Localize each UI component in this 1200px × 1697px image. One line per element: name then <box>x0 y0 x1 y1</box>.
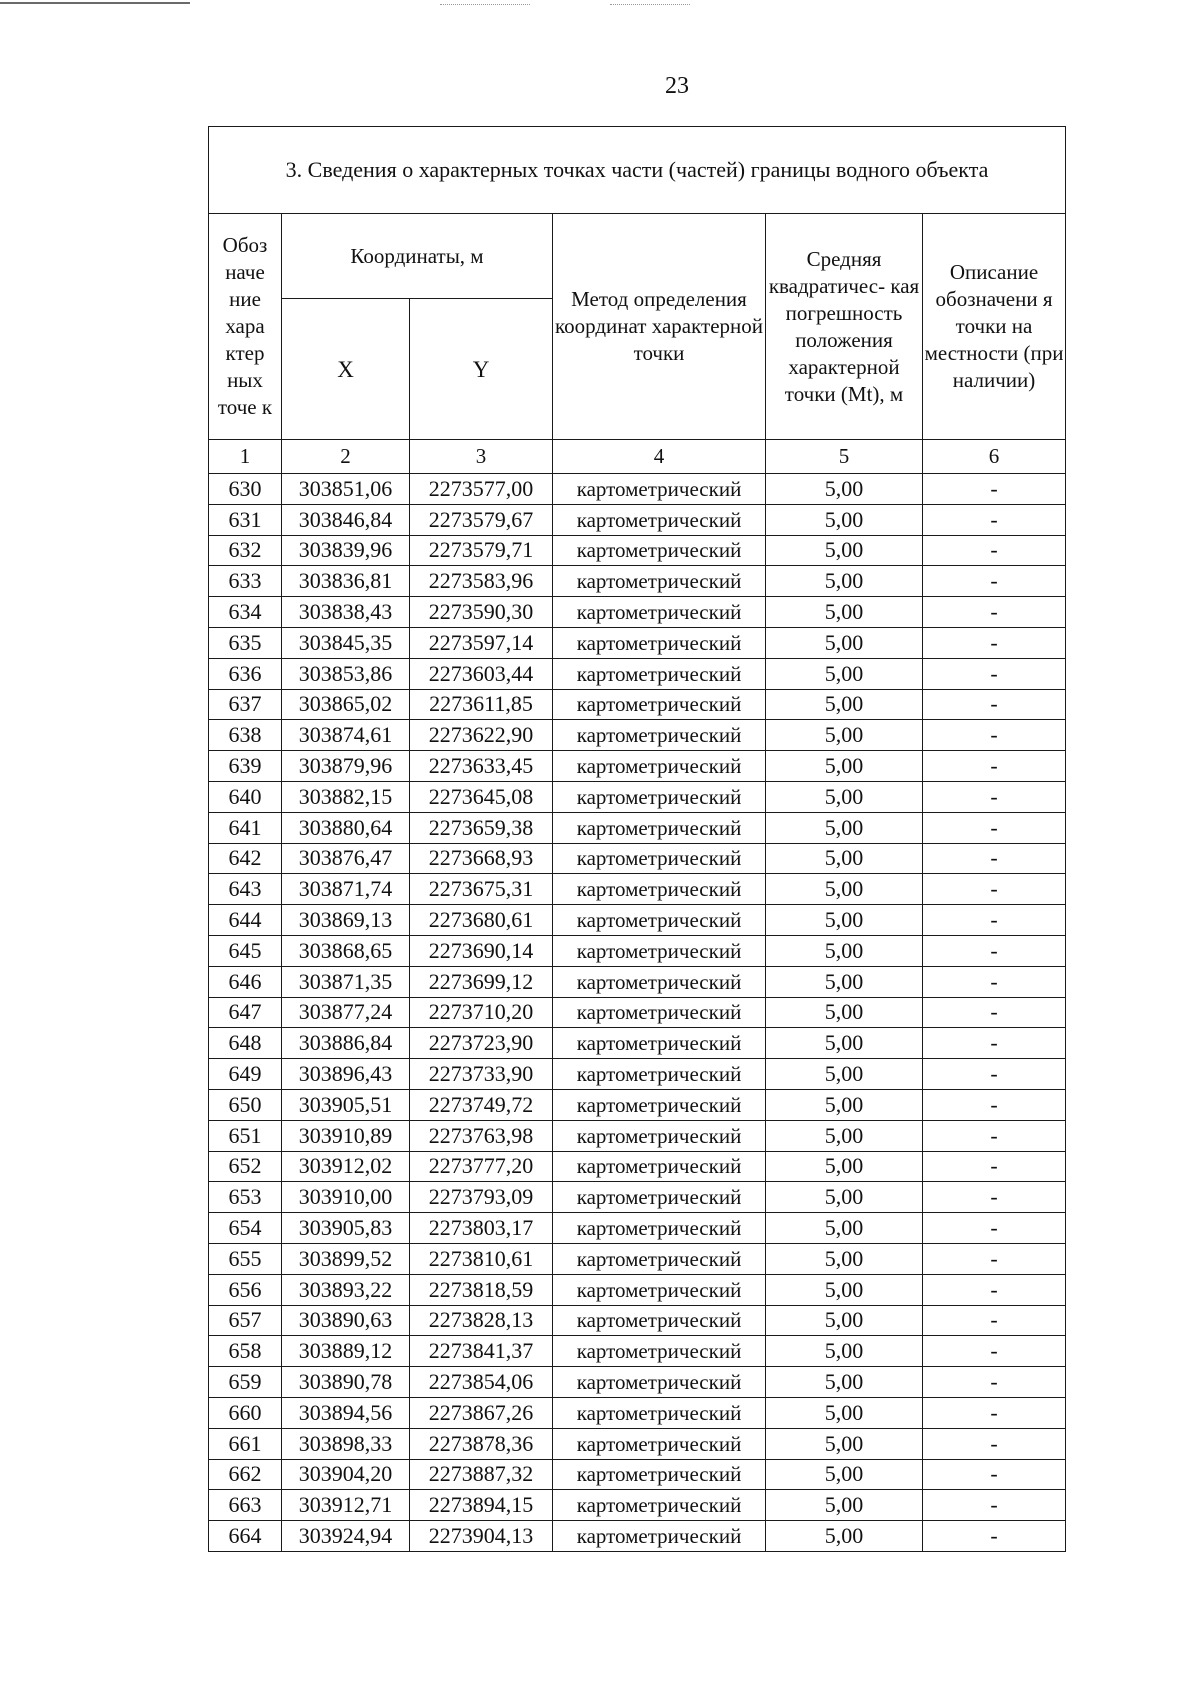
method-cell: картометрический <box>553 1336 766 1367</box>
point-number-cell: 649 <box>209 1059 282 1090</box>
method-cell: картометрический <box>553 781 766 812</box>
x-coordinate-cell: 303879,96 <box>282 751 410 782</box>
method-cell: картометрический <box>553 1397 766 1428</box>
method-cell: картометрический <box>553 935 766 966</box>
x-coordinate-cell: 303877,24 <box>282 997 410 1028</box>
scan-noise-mark <box>610 4 690 6</box>
table-row <box>209 812 1066 843</box>
column-number-row <box>209 440 1066 474</box>
method-cell: картометрический <box>553 905 766 936</box>
x-coordinate-cell: 303839,96 <box>282 535 410 566</box>
point-number-cell: 658 <box>209 1336 282 1367</box>
x-coordinate-cell: 303899,52 <box>282 1243 410 1274</box>
section-title: 3. Сведения о характерных точках части (частей) границы водного объекта <box>209 127 1066 214</box>
table-row <box>209 1490 1066 1521</box>
point-number-cell: 638 <box>209 720 282 751</box>
table-row <box>209 1182 1066 1213</box>
description-cell: - <box>923 843 1066 874</box>
point-number-cell: 657 <box>209 1305 282 1336</box>
point-number-cell: 643 <box>209 874 282 905</box>
header-y: Y <box>410 299 553 440</box>
x-coordinate-cell: 303836,81 <box>282 566 410 597</box>
x-coordinate-cell: 303890,78 <box>282 1367 410 1398</box>
description-cell: - <box>923 1151 1066 1182</box>
table-row <box>209 566 1066 597</box>
header-method: Метод определения координат характерной точки <box>553 214 766 440</box>
x-coordinate-cell: 303865,02 <box>282 689 410 720</box>
accuracy-cell: 5,00 <box>766 1182 923 1213</box>
method-cell: картометрический <box>553 1459 766 1490</box>
point-number-cell: 639 <box>209 751 282 782</box>
point-number-cell: 661 <box>209 1428 282 1459</box>
x-coordinate-cell: 303846,84 <box>282 504 410 535</box>
header-accuracy: Средняя квадратичес- кая погрешность положения характерной точки (Mt), м <box>766 214 923 440</box>
x-coordinate-cell: 303889,12 <box>282 1336 410 1367</box>
y-coordinate-cell: 2273803,17 <box>410 1213 553 1244</box>
description-cell: - <box>923 566 1066 597</box>
description-cell: - <box>923 689 1066 720</box>
accuracy-cell: 5,00 <box>766 1428 923 1459</box>
x-coordinate-cell: 303912,71 <box>282 1490 410 1521</box>
table-body <box>209 474 1066 1552</box>
y-coordinate-cell: 2273904,13 <box>410 1521 553 1552</box>
method-cell: картометрический <box>553 812 766 843</box>
description-cell: - <box>923 812 1066 843</box>
description-cell: - <box>923 781 1066 812</box>
table-row <box>209 720 1066 751</box>
table-row <box>209 1397 1066 1428</box>
y-coordinate-cell: 2273579,67 <box>410 504 553 535</box>
table-row <box>209 1243 1066 1274</box>
description-cell: - <box>923 1120 1066 1151</box>
y-coordinate-cell: 2273668,93 <box>410 843 553 874</box>
y-coordinate-cell: 2273590,30 <box>410 597 553 628</box>
accuracy-cell: 5,00 <box>766 1151 923 1182</box>
point-number-cell: 646 <box>209 966 282 997</box>
x-coordinate-cell: 303910,89 <box>282 1120 410 1151</box>
x-coordinate-cell: 303924,94 <box>282 1521 410 1552</box>
method-cell: картометрический <box>553 658 766 689</box>
method-cell: картометрический <box>553 1182 766 1213</box>
description-cell: - <box>923 1521 1066 1552</box>
x-coordinate-cell: 303896,43 <box>282 1059 410 1090</box>
x-coordinate-cell: 303912,02 <box>282 1151 410 1182</box>
description-cell: - <box>923 997 1066 1028</box>
y-coordinate-cell: 2273659,38 <box>410 812 553 843</box>
y-coordinate-cell: 2273675,31 <box>410 874 553 905</box>
accuracy-cell: 5,00 <box>766 1490 923 1521</box>
y-coordinate-cell: 2273894,15 <box>410 1490 553 1521</box>
accuracy-cell: 5,00 <box>766 658 923 689</box>
accuracy-cell: 5,00 <box>766 597 923 628</box>
method-cell: картометрический <box>553 1120 766 1151</box>
description-cell: - <box>923 1028 1066 1059</box>
table-row <box>209 1521 1066 1552</box>
table-row <box>209 1305 1066 1336</box>
x-coordinate-cell: 303869,13 <box>282 905 410 936</box>
table-row <box>209 1151 1066 1182</box>
x-coordinate-cell: 303868,65 <box>282 935 410 966</box>
accuracy-cell: 5,00 <box>766 1028 923 1059</box>
accuracy-cell: 5,00 <box>766 874 923 905</box>
point-number-cell: 634 <box>209 597 282 628</box>
table-row <box>209 1089 1066 1120</box>
accuracy-cell: 5,00 <box>766 843 923 874</box>
description-cell: - <box>923 1397 1066 1428</box>
point-number-cell: 660 <box>209 1397 282 1428</box>
point-number-cell: 648 <box>209 1028 282 1059</box>
table-row <box>209 1213 1066 1244</box>
scan-edge-line <box>0 2 190 4</box>
x-coordinate-cell: 303886,84 <box>282 1028 410 1059</box>
accuracy-cell: 5,00 <box>766 720 923 751</box>
column-number: 3 <box>410 440 553 474</box>
y-coordinate-cell: 2273887,32 <box>410 1459 553 1490</box>
method-cell: картометрический <box>553 843 766 874</box>
y-coordinate-cell: 2273603,44 <box>410 658 553 689</box>
description-cell: - <box>923 905 1066 936</box>
accuracy-cell: 5,00 <box>766 1367 923 1398</box>
method-cell: картометрический <box>553 1059 766 1090</box>
method-cell: картометрический <box>553 1274 766 1305</box>
table-row <box>209 597 1066 628</box>
description-cell: - <box>923 535 1066 566</box>
method-cell: картометрический <box>553 535 766 566</box>
method-cell: картометрический <box>553 720 766 751</box>
method-cell: картометрический <box>553 627 766 658</box>
accuracy-cell: 5,00 <box>766 1521 923 1552</box>
description-cell: - <box>923 1243 1066 1274</box>
x-coordinate-cell: 303871,35 <box>282 966 410 997</box>
table-row <box>209 751 1066 782</box>
table-row <box>209 905 1066 936</box>
y-coordinate-cell: 2273793,09 <box>410 1182 553 1213</box>
table-row <box>209 1028 1066 1059</box>
accuracy-cell: 5,00 <box>766 1274 923 1305</box>
x-coordinate-cell: 303851,06 <box>282 474 410 505</box>
y-coordinate-cell: 2273579,71 <box>410 535 553 566</box>
method-cell: картометрический <box>553 751 766 782</box>
table-row <box>209 1336 1066 1367</box>
method-cell: картометрический <box>553 1305 766 1336</box>
y-coordinate-cell: 2273777,20 <box>410 1151 553 1182</box>
description-cell: - <box>923 751 1066 782</box>
description-cell: - <box>923 935 1066 966</box>
header-coordinates: Координаты, м <box>282 214 553 299</box>
point-number-cell: 662 <box>209 1459 282 1490</box>
x-coordinate-cell: 303871,74 <box>282 874 410 905</box>
y-coordinate-cell: 2273818,59 <box>410 1274 553 1305</box>
accuracy-cell: 5,00 <box>766 812 923 843</box>
method-cell: картометрический <box>553 997 766 1028</box>
point-number-cell: 641 <box>209 812 282 843</box>
accuracy-cell: 5,00 <box>766 504 923 535</box>
x-coordinate-cell: 303838,43 <box>282 597 410 628</box>
accuracy-cell: 5,00 <box>766 935 923 966</box>
point-number-cell: 633 <box>209 566 282 597</box>
description-cell: - <box>923 627 1066 658</box>
accuracy-cell: 5,00 <box>766 1089 923 1120</box>
y-coordinate-cell: 2273828,13 <box>410 1305 553 1336</box>
x-coordinate-cell: 303845,35 <box>282 627 410 658</box>
table-row <box>209 658 1066 689</box>
point-number-cell: 631 <box>209 504 282 535</box>
description-cell: - <box>923 1336 1066 1367</box>
description-cell: - <box>923 1274 1066 1305</box>
y-coordinate-cell: 2273577,00 <box>410 474 553 505</box>
y-coordinate-cell: 2273622,90 <box>410 720 553 751</box>
table-row <box>209 535 1066 566</box>
description-cell: - <box>923 1182 1066 1213</box>
accuracy-cell: 5,00 <box>766 566 923 597</box>
table-row <box>209 1367 1066 1398</box>
table-row <box>209 474 1066 505</box>
y-coordinate-cell: 2273633,45 <box>410 751 553 782</box>
accuracy-cell: 5,00 <box>766 1059 923 1090</box>
method-cell: картометрический <box>553 1243 766 1274</box>
point-number-cell: 659 <box>209 1367 282 1398</box>
accuracy-cell: 5,00 <box>766 689 923 720</box>
x-coordinate-cell: 303890,63 <box>282 1305 410 1336</box>
x-coordinate-cell: 303853,86 <box>282 658 410 689</box>
point-number-cell: 650 <box>209 1089 282 1120</box>
accuracy-cell: 5,00 <box>766 535 923 566</box>
x-coordinate-cell: 303880,64 <box>282 812 410 843</box>
point-number-cell: 644 <box>209 905 282 936</box>
x-coordinate-cell: 303882,15 <box>282 781 410 812</box>
method-cell: картометрический <box>553 1428 766 1459</box>
point-number-cell: 630 <box>209 474 282 505</box>
point-number-cell: 636 <box>209 658 282 689</box>
column-number: 6 <box>923 440 1066 474</box>
accuracy-cell: 5,00 <box>766 1305 923 1336</box>
x-coordinate-cell: 303898,33 <box>282 1428 410 1459</box>
point-number-cell: 656 <box>209 1274 282 1305</box>
description-cell: - <box>923 597 1066 628</box>
description-cell: - <box>923 966 1066 997</box>
x-coordinate-cell: 303874,61 <box>282 720 410 751</box>
method-cell: картометрический <box>553 689 766 720</box>
table-row <box>209 1120 1066 1151</box>
method-cell: картометрический <box>553 566 766 597</box>
column-number: 5 <box>766 440 923 474</box>
y-coordinate-cell: 2273749,72 <box>410 1089 553 1120</box>
description-cell: - <box>923 874 1066 905</box>
table-row <box>209 1428 1066 1459</box>
table-row <box>209 997 1066 1028</box>
method-cell: картометрический <box>553 1028 766 1059</box>
point-number-cell: 663 <box>209 1490 282 1521</box>
y-coordinate-cell: 2273710,20 <box>410 997 553 1028</box>
description-cell: - <box>923 1213 1066 1244</box>
header-description: Описание обозначени я точки на местности (при наличии) <box>923 214 1066 440</box>
method-cell: картометрический <box>553 474 766 505</box>
table-row <box>209 935 1066 966</box>
accuracy-cell: 5,00 <box>766 1120 923 1151</box>
boundary-points-table <box>208 126 1066 1552</box>
x-coordinate-cell: 303894,56 <box>282 1397 410 1428</box>
y-coordinate-cell: 2273878,36 <box>410 1428 553 1459</box>
description-cell: - <box>923 474 1066 505</box>
column-number: 4 <box>553 440 766 474</box>
point-number-cell: 655 <box>209 1243 282 1274</box>
method-cell: картометрический <box>553 1490 766 1521</box>
y-coordinate-cell: 2273680,61 <box>410 905 553 936</box>
page-number: 23 <box>665 73 689 99</box>
x-coordinate-cell: 303905,51 <box>282 1089 410 1120</box>
point-number-cell: 645 <box>209 935 282 966</box>
accuracy-cell: 5,00 <box>766 1336 923 1367</box>
y-coordinate-cell: 2273645,08 <box>410 781 553 812</box>
table-row <box>209 843 1066 874</box>
y-coordinate-cell: 2273763,98 <box>410 1120 553 1151</box>
description-cell: - <box>923 720 1066 751</box>
y-coordinate-cell: 2273699,12 <box>410 966 553 997</box>
point-number-cell: 664 <box>209 1521 282 1552</box>
y-coordinate-cell: 2273611,85 <box>410 689 553 720</box>
point-number-cell: 642 <box>209 843 282 874</box>
y-coordinate-cell: 2273690,14 <box>410 935 553 966</box>
table-row <box>209 1059 1066 1090</box>
header-point-designation: Обоз наче ние хара ктер ных точе к <box>209 214 282 440</box>
description-cell: - <box>923 1305 1066 1336</box>
accuracy-cell: 5,00 <box>766 751 923 782</box>
table-row <box>209 781 1066 812</box>
accuracy-cell: 5,00 <box>766 1459 923 1490</box>
point-number-cell: 632 <box>209 535 282 566</box>
description-cell: - <box>923 1428 1066 1459</box>
accuracy-cell: 5,00 <box>766 781 923 812</box>
point-number-cell: 637 <box>209 689 282 720</box>
point-number-cell: 653 <box>209 1182 282 1213</box>
table-row <box>209 504 1066 535</box>
method-cell: картометрический <box>553 1151 766 1182</box>
y-coordinate-cell: 2273810,61 <box>410 1243 553 1274</box>
method-cell: картометрический <box>553 1089 766 1120</box>
point-number-cell: 654 <box>209 1213 282 1244</box>
table-row <box>209 966 1066 997</box>
x-coordinate-cell: 303904,20 <box>282 1459 410 1490</box>
y-coordinate-cell: 2273841,37 <box>410 1336 553 1367</box>
description-cell: - <box>923 1490 1066 1521</box>
column-number: 1 <box>209 440 282 474</box>
y-coordinate-cell: 2273597,14 <box>410 627 553 658</box>
accuracy-cell: 5,00 <box>766 474 923 505</box>
method-cell: картометрический <box>553 966 766 997</box>
point-number-cell: 652 <box>209 1151 282 1182</box>
table-row <box>209 874 1066 905</box>
x-coordinate-cell: 303893,22 <box>282 1274 410 1305</box>
method-cell: картометрический <box>553 1521 766 1552</box>
description-cell: - <box>923 1059 1066 1090</box>
y-coordinate-cell: 2273867,26 <box>410 1397 553 1428</box>
method-cell: картометрический <box>553 1367 766 1398</box>
table-row <box>209 1459 1066 1490</box>
y-coordinate-cell: 2273854,06 <box>410 1367 553 1398</box>
x-coordinate-cell: 303905,83 <box>282 1213 410 1244</box>
point-number-cell: 635 <box>209 627 282 658</box>
point-number-cell: 640 <box>209 781 282 812</box>
accuracy-cell: 5,00 <box>766 1243 923 1274</box>
description-cell: - <box>923 1459 1066 1490</box>
accuracy-cell: 5,00 <box>766 627 923 658</box>
description-cell: - <box>923 658 1066 689</box>
table-row <box>209 627 1066 658</box>
accuracy-cell: 5,00 <box>766 966 923 997</box>
y-coordinate-cell: 2273733,90 <box>410 1059 553 1090</box>
method-cell: картометрический <box>553 504 766 535</box>
point-number-cell: 651 <box>209 1120 282 1151</box>
x-coordinate-cell: 303876,47 <box>282 843 410 874</box>
accuracy-cell: 5,00 <box>766 997 923 1028</box>
method-cell: картометрический <box>553 1213 766 1244</box>
method-cell: картометрический <box>553 874 766 905</box>
header-x: X <box>282 299 410 440</box>
table-row <box>209 689 1066 720</box>
y-coordinate-cell: 2273723,90 <box>410 1028 553 1059</box>
y-coordinate-cell: 2273583,96 <box>410 566 553 597</box>
description-cell: - <box>923 504 1066 535</box>
method-cell: картометрический <box>553 597 766 628</box>
x-coordinate-cell: 303910,00 <box>282 1182 410 1213</box>
accuracy-cell: 5,00 <box>766 1397 923 1428</box>
description-cell: - <box>923 1089 1066 1120</box>
column-number: 2 <box>282 440 410 474</box>
scan-noise-mark <box>440 4 530 6</box>
accuracy-cell: 5,00 <box>766 1213 923 1244</box>
accuracy-cell: 5,00 <box>766 905 923 936</box>
table-row <box>209 1274 1066 1305</box>
description-cell: - <box>923 1367 1066 1398</box>
point-number-cell: 647 <box>209 997 282 1028</box>
